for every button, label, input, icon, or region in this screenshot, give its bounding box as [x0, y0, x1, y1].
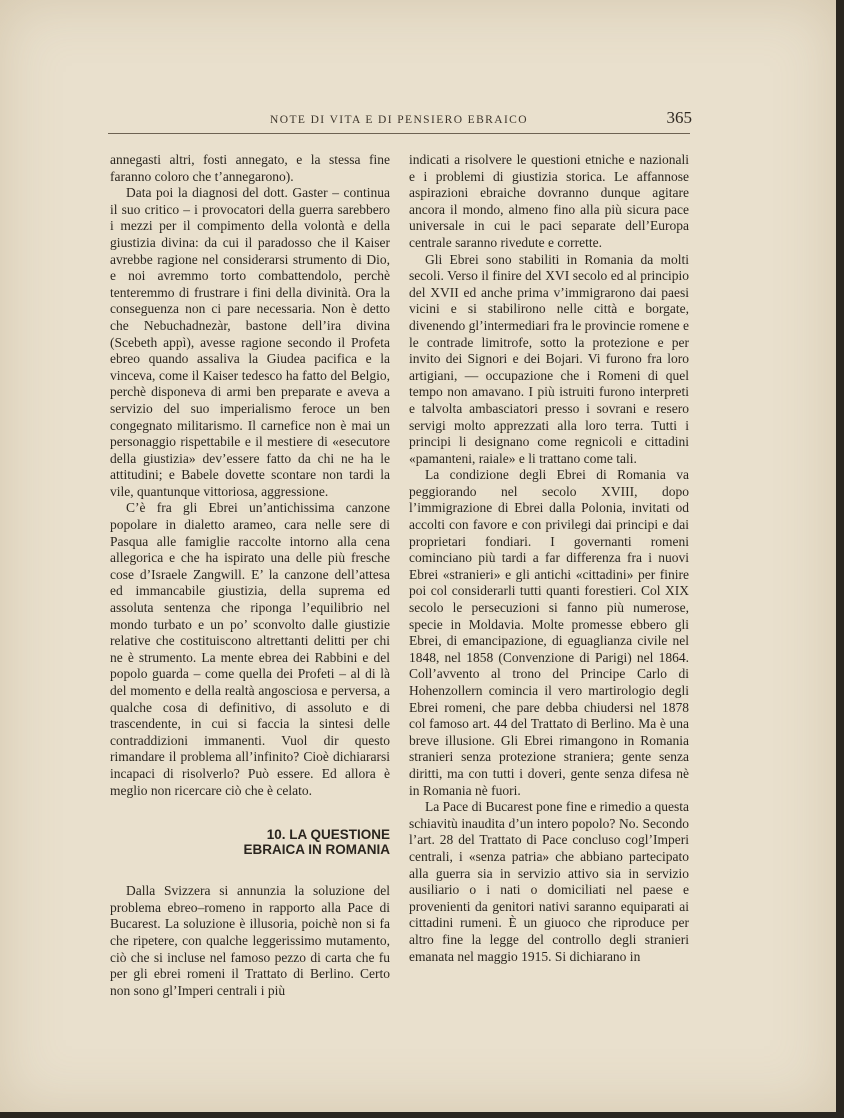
paragraph: La condizione degli Ebrei di Romania va peggiorando nel secolo XVIII, dopo l’immigrazione di Ebrei dalla Polonia, invitati od accolti con favore e con privilegi dai principi e dai proprietari fondiari. I governanti romeni cominciano più tardi a far differenza fra i nuovi Ebrei «stranieri» e gli antichi «cittadini» per finire poi col considerarli tutti quanti forestieri. Col XIX secolo le persecuzioni si fanno più numerose, specie in Moldavia. Molte promesse ebbero gli Ebrei, di emancipazione, di eguaglianza civile nel 1848, nel 1858 (Convenzione di Parigi) nel 1864. Coll’avvento al trono del Principe Carlo di Hohenzollern comincia il vero martirologio degli Ebrei romeni, che pare debba chiudersi nel 1878 col famoso art. 44 del Trattato di Berlino. Ma è una breve illusione. Gli Ebrei rimangono in Romania stranieri senza protezione straniera; gente senza diritti, ma con tutti i doveri, gente senza difesa nè in Romania nè fuori. — [409, 467, 689, 798]
section-heading-line: 10. LA QUESTIONE — [266, 827, 390, 843]
running-title: NOTE DI VITA E DI PENSIERO EBRAICO — [270, 114, 528, 126]
page-number: 365 — [666, 108, 692, 127]
paragraph: annegasti altri, fosti annegato, e la stessa fine faranno coloro che t’annegarono). — [110, 152, 390, 184]
paragraph: indicati a risolvere le questioni etniche e nazionali e i problemi di giustizia storica. Le affannose aspirazioni ebraiche dovranno dunque agitare ancora il mondo, almeno fino alla più sicura pace universale in cui le paci separate dell’Europa centrale saranno rivedute e corrette. — [409, 152, 689, 250]
paragraph: La Pace di Bucarest pone fine e rimedio a questa schiavitù inaudita d’un intero popolo? No. Secondo l’art. 28 del Trattato di Pace concluso cogl’Imperi centrali, i «senza patria» che abbiano partecipato alla guerra sia in servizio attivo sia in servizio ausiliario o i nati o domiciliati nel paese e provenienti da genitori nativi saranno equiparati ai cittadini rumeni. È un giuoco che riproduce per altro fine la legge del controllo degli stranieri emanata nel maggio 1915. Si dichiarano in — [409, 799, 689, 964]
paragraph: C’è fra gli Ebrei un’antichissima canzone popolare in dialetto arameo, cara nelle sere di Pasqua alle famiglie raccolte intorno alla cena allegorica e che ha ispirato una delle più fresche cose d’Israele Zangwill. E’ la canzone dell’attesa ed immancabile giustizia, della suprema ed assoluta sentenza che riponga l’equilibrio nel mondo turbato e un po’ sconvolto dalle giustizie relative che costituiscono altrettanti delitti per chi ne è strumento. La mente ebrea dei Rabbini e del popolo guarda – come quella dei Profeti – al di là del momento e della realtà angosciosa e perversa, a qualche cosa di definitivo, di assoluto e di trascendente, in cui si faccia la sintesi delle contraddizioni immanenti. Vuol dir questo rimandare il problema all’infinito? Cioè dichiararsi incapaci di risolverlo? Può essere. Ed allora è meglio non ricercare ciò che è celato. — [110, 500, 390, 798]
section-heading-line: EBRAICA IN ROMANIA — [243, 842, 390, 858]
page-header — [108, 108, 690, 132]
paragraph: Gli Ebrei sono stabiliti in Romania da molti secoli. Verso il finire del XVI secolo ed al principio del XVII ed anche prima v’immigrarono dai paesi vicini e si stabilirono nelle città e borgate, divenendo gl’intermediari fra le provincie romene e le contrade limitrofe, sotto la protezione e per invito dei Signori e dei Bojari. Vi furono fra loro artigiani, — occupazione che i Romeni di quel tempo non amavano. I più istruiti furono interpreti e talvolta ambasciatori presso i sovrani e resero servigi molto apprezzati alla loro terra. Tutti i principi li designano come regnicoli e cittadini «pamanteni, raiale» e li trattano come tali. — [409, 251, 689, 466]
paragraph: Data poi la diagnosi del dott. Gaster – continua il suo critico – i provocatori della guerra sarebbero i mezzi per il compimento della volontà e della giustizia divina: da cui il paradosso che il Kaiser avrebbe ragione nel considerarsi strumento di Dio, e noi avremmo torto combattendolo, perchè tenteremmo di frustrare i fini della divinità. Ora la conseguenza non ci pare necessaria. Non è detto che Nebuchadnezàr, bastone dell’ira divina (Scebeth appì), avesse ragione secondo il Profeta ebreo quando assaliva la Giudea pacifica e la vinceva, come il Kaiser tedesco ha fatto del Belgio, perchè disponeva di armi ben preparate e aveva a servizio del suo imperialismo feroce un ben congegnato militarismo. Il carnefice non è mai un personaggio rispettabile e il mestiere di «esecutore della giustizia» dev’essere fatto da chi ne ha le attitudini; e Babele dovette scontare non tardi la vile, quantunque vittoriosa, aggressione. — [110, 185, 390, 499]
left-column — [110, 152, 390, 999]
section-heading — [110, 827, 390, 857]
paragraph: Dalla Svizzera si annunzia la soluzione del problema ebreo–romeno in rapporto alla Pace di Bucarest. La soluzione è illusoria, poichè non si fa che ripetere, con qualche leggerissimo mutamento, ciò che si incluse nel famoso pezzo di carta che fu per gli ebrei romeni il Trattato di Berlino. Certo non sono gl’Imperi centrali i più — [110, 883, 390, 998]
header-rule — [108, 133, 690, 134]
right-column — [409, 152, 689, 965]
